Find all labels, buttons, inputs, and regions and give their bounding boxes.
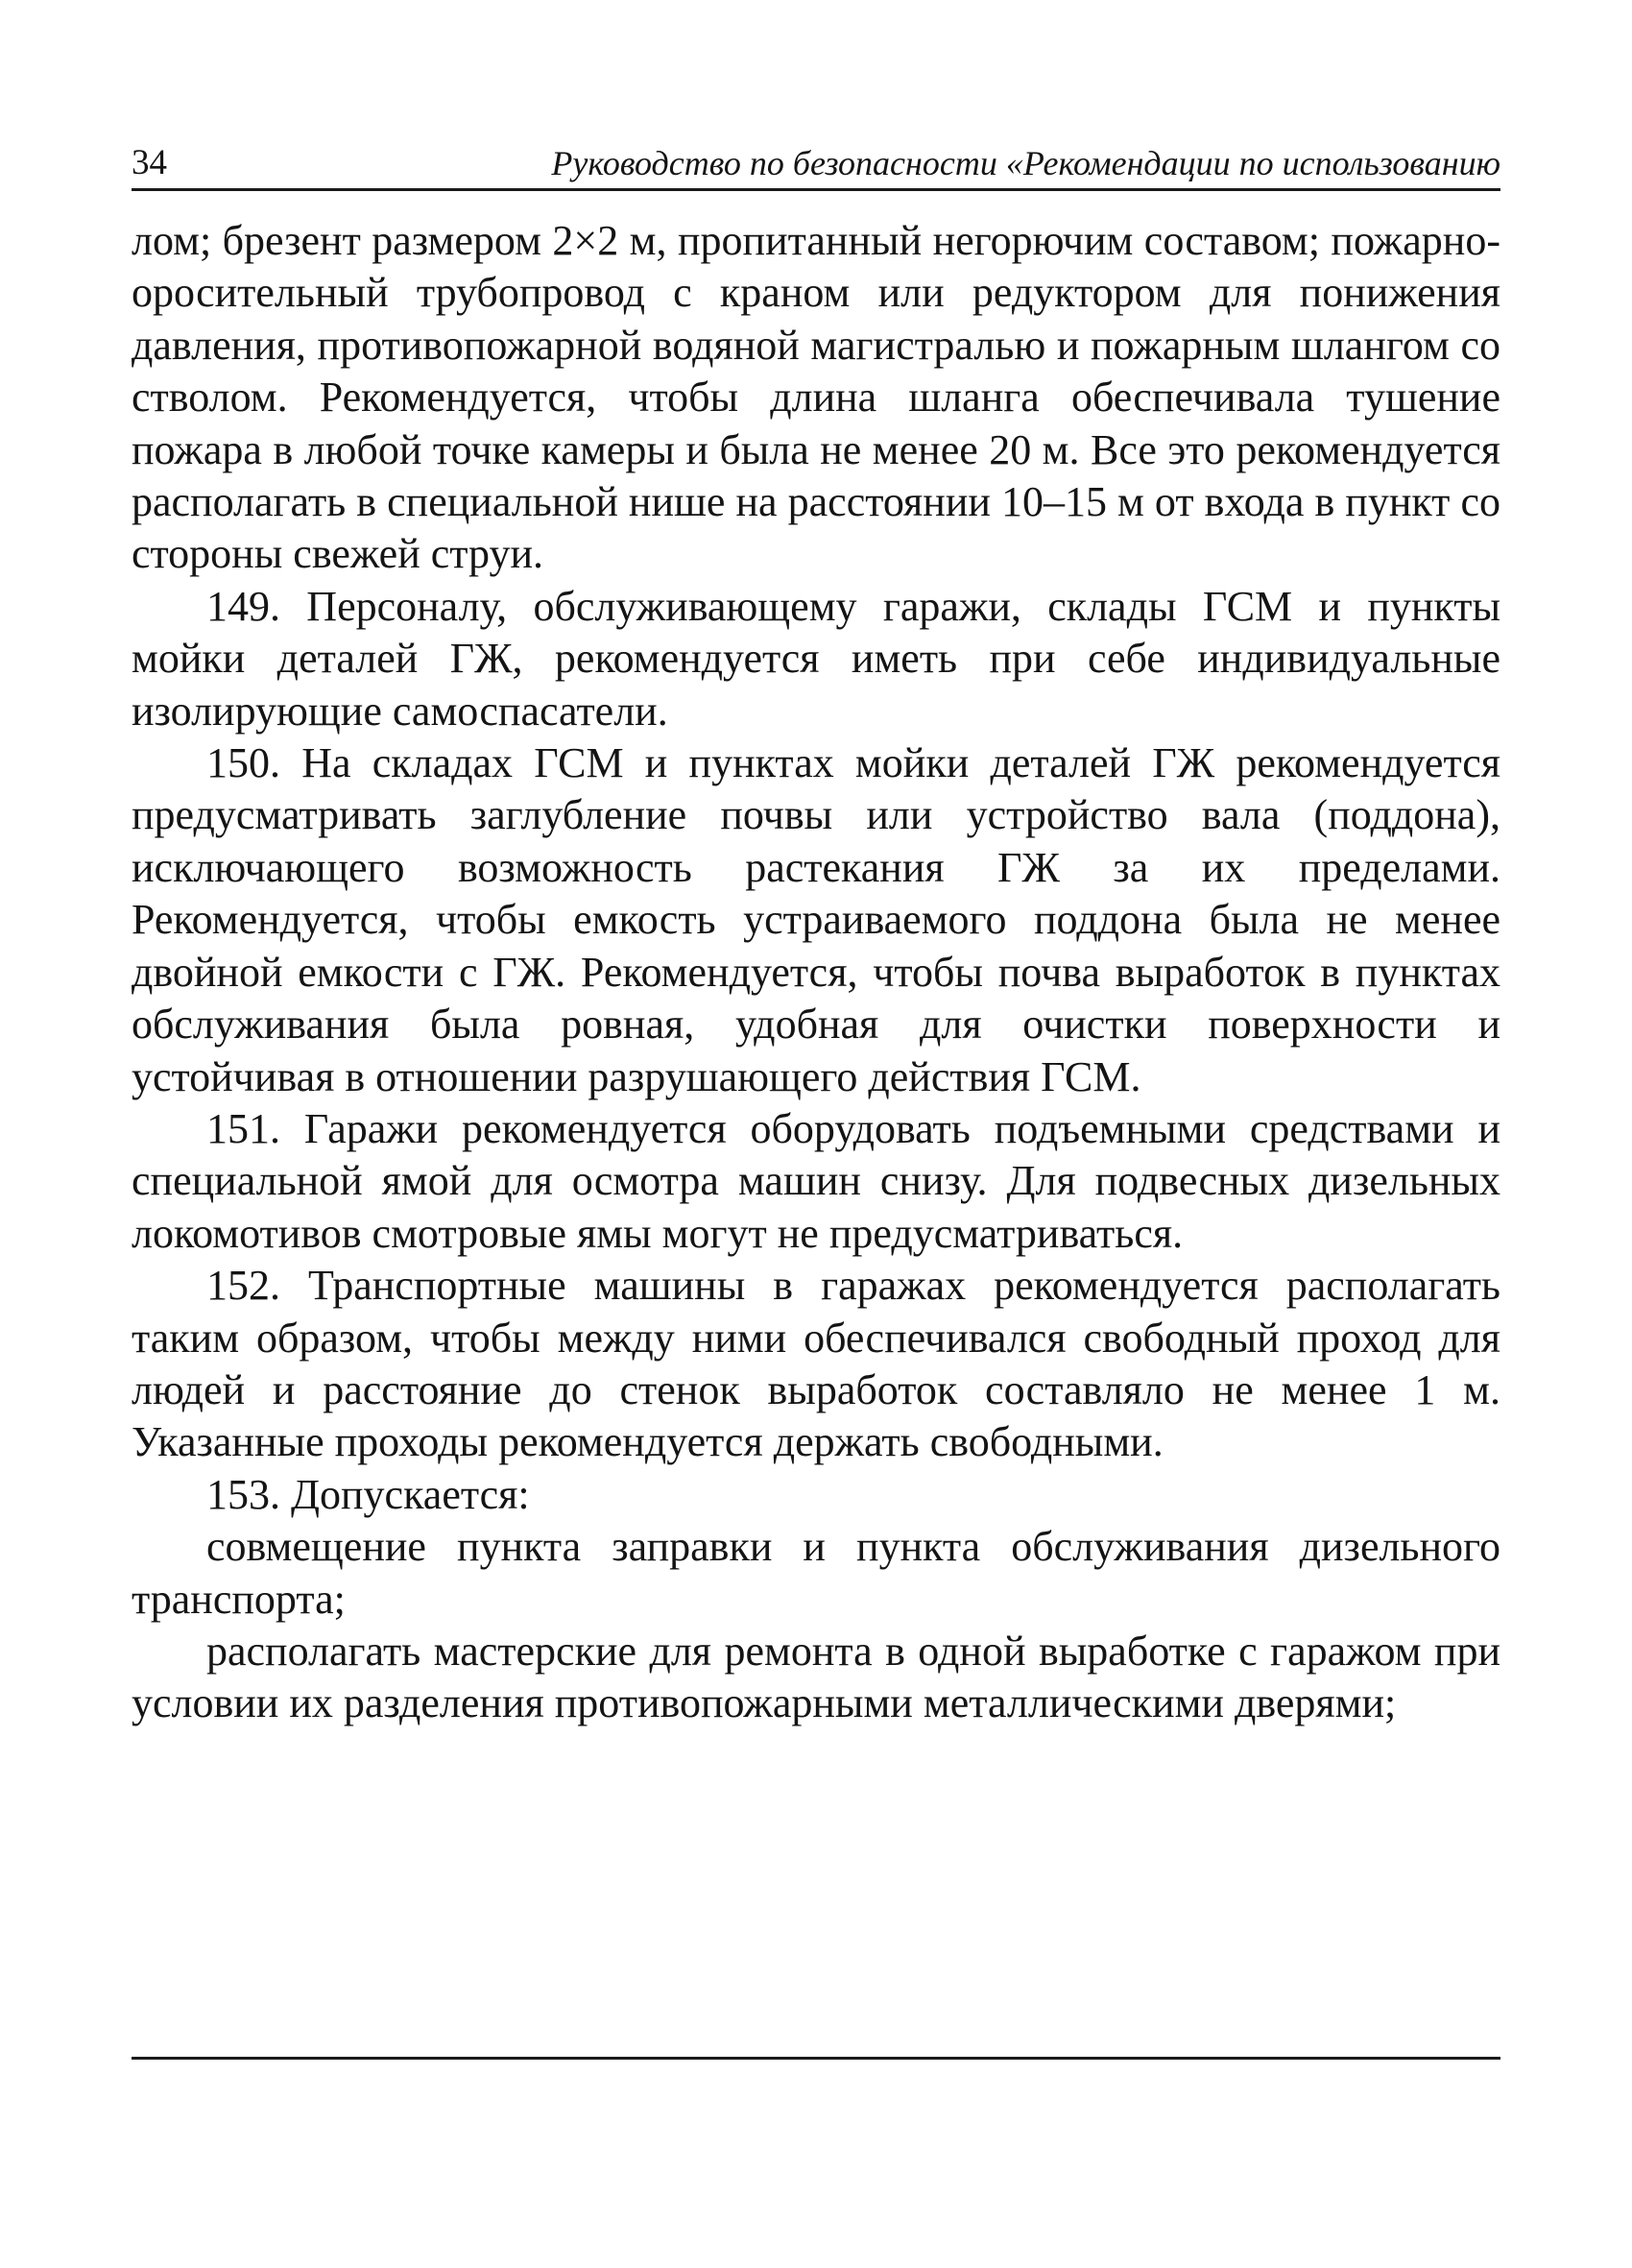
paragraph-item-149: 149. Персоналу, обслуживающему гаражи, склады ГСМ и пункты мойки деталей ГЖ, рекомендуется иметь при себе индивидуальные изолирующие самоспасатели. [132,582,1500,735]
page-number: 34 [132,143,167,182]
paragraph-item-153-b: располагать мастерские для ремонта в одной выработке с гаражом при условии их разделения противопожарными металлическими дверями; [132,1627,1500,1727]
body-text [132,215,1500,1730]
paragraph-item-150: 150. На складах ГСМ и пунктах мойки деталей ГЖ рекомендуется предусматривать заглубление почвы или устройство вала (поддона), исключающего возможность растекания ГЖ за их пределами. Рекомендуется, чтобы емкость устраиваемого поддона была не менее двойной емкости с ГЖ. Рекомендуется, чтобы почва выработок в пунктах обслуживания была ровная, удобная для очистки поверхности и устойчивая в отношении разрушающего действия ГСМ. [132,739,1500,1100]
running-title: Руководство по безопасности «Рекомендации по использованию [551,144,1500,182]
footer-rule [132,2057,1500,2060]
page-header [132,140,1500,191]
paragraph-item-153: 153. Допускается: [206,1470,530,1518]
paragraph-item-152: 152. Транспортные машины в гаражах рекомендуется располагать таким образом, чтобы между ними обеспечивался свободный проход для людей и расстояние до стенок выработок составляло не менее 1 м. Указанные проходы рекомендуется держать свободными. [132,1262,1500,1466]
paragraph-item-151: 151. Гаражи рекомендуется оборудовать подъемными средствами и специальной ямой для осмотра машин снизу. Для подвесных дизельных локомотивов смотровые ямы могут не предусматриваться. [132,1104,1500,1257]
paragraph-item-153-a: совмещение пункта заправки и пункта обслуживания дизельного транспорта; [132,1523,1500,1623]
paragraph-continuation: лом; брезент размером 2×2 м, пропитанный негорючим составом; пожарно-оросительный трубопровод с краном или редуктором для понижения давления, противопожарной водяной магистралью и пожарным шлангом со стволом. Рекомендуется, чтобы длина шланга обеспечивала тушение пожара в любой точке камеры и была не менее 20 м. Все это рекомендуется располагать в специальной нише на расстоянии 10–15 м от входа в пункт со стороны свежей струи. [132,217,1500,578]
